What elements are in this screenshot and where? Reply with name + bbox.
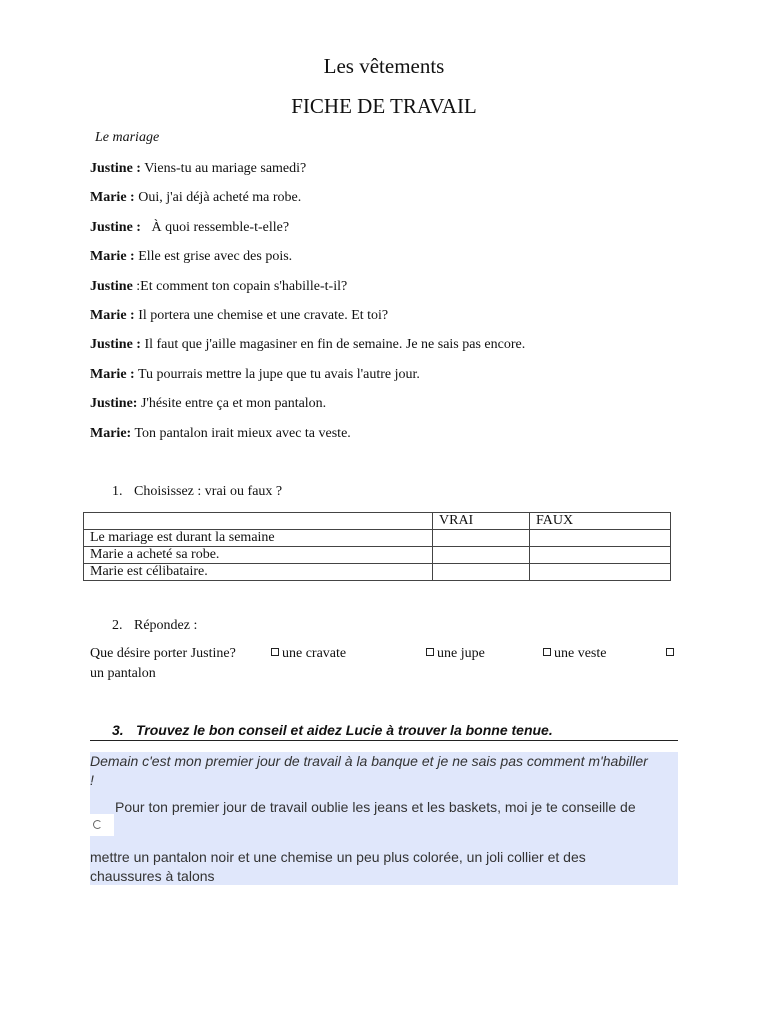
choice-label: une veste [554, 646, 607, 661]
question-number: 1. [112, 484, 123, 499]
statement-cell: Marie est célibataire. [84, 564, 433, 581]
clothing-choices [90, 646, 680, 686]
statement-cell: Le mariage est durant la semaine [84, 530, 433, 547]
faux-cell[interactable] [530, 564, 671, 581]
checkbox-icon[interactable] [271, 648, 279, 656]
dialogue-line [90, 159, 690, 188]
question-number: 3. [112, 722, 124, 738]
table-row [84, 530, 671, 547]
dialogue-text: Tu pourrais mettre la jupe que tu avais l'autre jour. [134, 366, 420, 382]
speaker: Marie : [90, 307, 135, 323]
question-label: Choisissez : vrai ou faux ? [134, 484, 283, 499]
advice-line-2: mettre un pantalon noir et une chemise un peu plus colorée, un joli collier et des chaussures à talons [90, 849, 586, 884]
question-3-heading [90, 722, 678, 741]
choice-cravate[interactable] [271, 646, 346, 662]
choice-pantalon-checkbox[interactable] [666, 646, 677, 662]
speaker: Marie : [90, 190, 135, 206]
checkbox-icon[interactable] [543, 648, 551, 656]
faux-cell[interactable] [530, 547, 671, 564]
advice-line-1: Pour ton premier jour de travail oublie les jeans et les baskets, moi je te conseille de [115, 799, 636, 815]
dialogue-text: Il faut que j'aille magasiner en fin de semaine. Je ne sais pas encore. [140, 337, 526, 353]
dialogue-text: Ton pantalon irait mieux avec ta veste. [131, 425, 351, 441]
question-label: Trouvez le bon conseil et aidez Lucie à trouver la bonne tenue. [136, 722, 553, 738]
question-label: Répondez : [134, 618, 198, 633]
vrai-cell[interactable] [433, 564, 530, 581]
dialogue-text: :Et comment ton copain s'habille-t-il? [132, 278, 348, 294]
choice-row [90, 646, 680, 666]
dialogue-text: Elle est grise avec des pois. [134, 249, 293, 265]
section-title: Le mariage [95, 130, 160, 145]
dialogue-line [90, 335, 690, 364]
speaker: Justine : [90, 337, 141, 353]
dialogue-line [90, 277, 690, 306]
checkbox-icon[interactable] [426, 648, 434, 656]
choice-row [90, 666, 680, 686]
table-header-cell: VRAI [433, 513, 530, 530]
page-title: Les vêtements [323, 54, 445, 78]
table-header-cell: FAUX [530, 513, 671, 530]
question-1-heading [112, 484, 282, 500]
speaker: Marie : [90, 249, 135, 265]
choice-prompt: Que désire porter Justine? [90, 646, 236, 661]
radio-icon[interactable] [93, 820, 102, 829]
table-header-cell [84, 513, 433, 530]
choice-jupe[interactable] [426, 646, 485, 662]
dialogue-line [90, 365, 690, 394]
choice-veste[interactable] [543, 646, 606, 662]
true-false-table [83, 512, 671, 581]
advice-box [90, 752, 678, 885]
speaker: Justine: [90, 396, 138, 412]
worksheet-title: FICHE DE TRAVAIL [291, 94, 477, 118]
speaker: Justine : [90, 219, 141, 235]
dialogue [90, 159, 690, 453]
choice-label: une jupe [437, 646, 485, 661]
speaker: Justine [90, 278, 133, 294]
choice-label: une cravate [282, 646, 347, 661]
checkbox-icon[interactable] [666, 648, 674, 656]
faux-cell[interactable] [530, 530, 671, 547]
speaker: Marie: [90, 425, 132, 441]
table-row [84, 564, 671, 581]
statement-cell: Marie a acheté sa robe. [84, 547, 433, 564]
lucie-message: Demain c'est mon premier jour de travail à la banque et je ne sais pas comment m'habiller ! [90, 753, 648, 788]
dialogue-line [90, 394, 690, 423]
dialogue-line [90, 188, 690, 217]
speaker: Justine : [90, 161, 141, 176]
vrai-cell[interactable] [433, 530, 530, 547]
dialogue-line [90, 247, 690, 276]
question-number: 2. [112, 618, 123, 633]
dialogue-line [90, 218, 690, 247]
radio-button[interactable] [90, 814, 114, 836]
table-header-row [84, 513, 671, 530]
dialogue-text: Il portera une chemise et une cravate. Et toi? [134, 307, 389, 323]
question-2-heading [112, 618, 197, 634]
dialogue-text: Viens-tu au mariage samedi? [140, 161, 307, 176]
choice-label: un pantalon [90, 666, 156, 681]
vrai-cell[interactable] [433, 547, 530, 564]
dialogue-text: J'hésite entre ça et mon pantalon. [137, 396, 327, 412]
table-row [84, 547, 671, 564]
dialogue-line [90, 306, 690, 335]
dialogue-text: À quoi ressemble-t-elle? [140, 219, 290, 235]
speaker: Marie : [90, 366, 135, 382]
dialogue-line [90, 424, 690, 453]
dialogue-text: Oui, j'ai déjà acheté ma robe. [134, 190, 302, 206]
